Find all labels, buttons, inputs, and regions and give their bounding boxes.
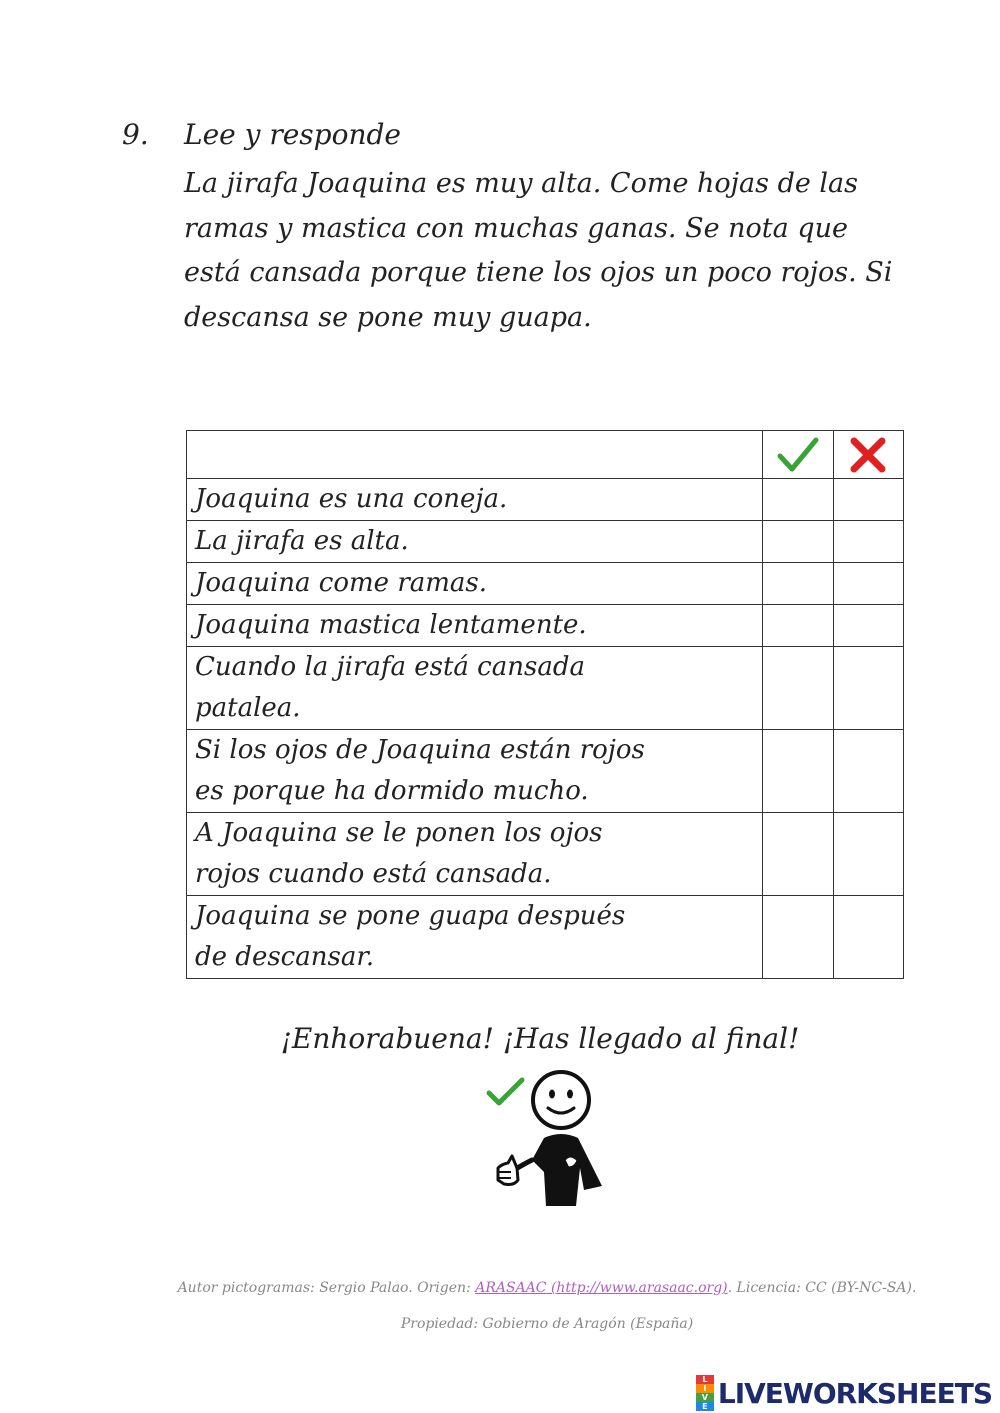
false-answer-box[interactable] [833, 479, 903, 521]
table-row [187, 563, 904, 605]
statement-text: Cuando la jirafa está cansada [195, 652, 585, 682]
badge-letter: L [696, 1375, 714, 1384]
exercise-title: Lee y responde [184, 118, 401, 151]
statement-cell [187, 813, 763, 896]
exercise-number: 9. [122, 118, 149, 151]
false-answer-box[interactable] [833, 605, 903, 647]
false-answer-box[interactable] [833, 730, 903, 813]
brand-text: LIVEWORKSHEETS [717, 1376, 992, 1410]
statement-text: de descansar. [195, 942, 375, 972]
true-false-table [186, 430, 904, 979]
table-row [187, 479, 904, 521]
badge-letter: I [696, 1384, 714, 1393]
true-answer-box[interactable] [763, 896, 834, 979]
false-answer-box[interactable] [833, 896, 903, 979]
false-answer-box[interactable] [833, 521, 903, 563]
table-row [187, 521, 904, 563]
statement-cell [187, 521, 763, 563]
statement-text: patalea. [195, 693, 301, 723]
statement-cell [187, 563, 763, 605]
property-line: Propiedad: Gobierno de Aragón (España) [400, 1316, 694, 1332]
statement-text: es porque ha dormido mucho. [195, 776, 589, 806]
table-row [187, 813, 904, 896]
statement-text: Si los ojos de Joaquina están rojos [195, 735, 645, 765]
statement-text: Joaquina come ramas. [195, 568, 488, 598]
false-answer-box[interactable] [833, 563, 903, 605]
false-answer-box[interactable] [833, 813, 903, 896]
statement-cell [187, 730, 763, 813]
statement-text: Joaquina mastica lentamente. [195, 610, 587, 640]
table-header-row [187, 431, 904, 479]
statement-cell [187, 479, 763, 521]
live-badge-icon [696, 1375, 714, 1411]
header-false-cell [833, 431, 903, 479]
statement-text: La jirafa es alta. [195, 526, 409, 556]
header-true-cell [763, 431, 834, 479]
true-answer-box[interactable] [763, 563, 834, 605]
credits-suffix: . Licencia: CC (BY-NC-SA). [727, 1280, 917, 1296]
true-answer-box[interactable] [763, 730, 834, 813]
statement-text: Joaquina se pone guapa después [195, 901, 626, 931]
credits-line [0, 1278, 1000, 1298]
statement-cell [187, 605, 763, 647]
cross-icon [849, 436, 887, 474]
statement-cell [187, 647, 763, 730]
badge-letter: V [696, 1393, 714, 1402]
badge-letter: E [696, 1402, 714, 1411]
thumbs-up-person-icon [484, 1068, 609, 1208]
header-blank-cell [187, 431, 763, 479]
true-answer-box[interactable] [763, 813, 834, 896]
table-row [187, 896, 904, 979]
true-answer-box[interactable] [763, 521, 834, 563]
statement-text: Joaquina es una coneja. [195, 484, 508, 514]
check-icon [777, 436, 819, 474]
false-answer-box[interactable] [833, 647, 903, 730]
arasaac-link[interactable]: ARASAAC (http://www.arasaac.org) [475, 1280, 728, 1296]
statement-text: rojos cuando está cansada. [195, 859, 552, 889]
table-row [187, 605, 904, 647]
statement-text: A Joaquina se le ponen los ojos [195, 818, 603, 848]
congratulations-text: ¡Enhorabuena! ¡Has llegado al final! [280, 1022, 800, 1055]
true-answer-box[interactable] [763, 647, 834, 730]
reading-paragraph: La jirafa Joaquina es muy alta. Come hojas de las ramas y mastica con muchas ganas. Se nota que está cansada porque tiene los ojos un poco rojos. Si descansa se pone muy guapa. [184, 168, 893, 333]
table-row [187, 647, 904, 730]
table-row [187, 730, 904, 813]
credits-prefix: Autor pictogramas: Sergio Palao. Origen: [177, 1280, 476, 1296]
liveworksheets-logo[interactable] [696, 1377, 992, 1409]
true-answer-box[interactable] [763, 479, 834, 521]
statement-cell [187, 896, 763, 979]
true-answer-box[interactable] [763, 605, 834, 647]
